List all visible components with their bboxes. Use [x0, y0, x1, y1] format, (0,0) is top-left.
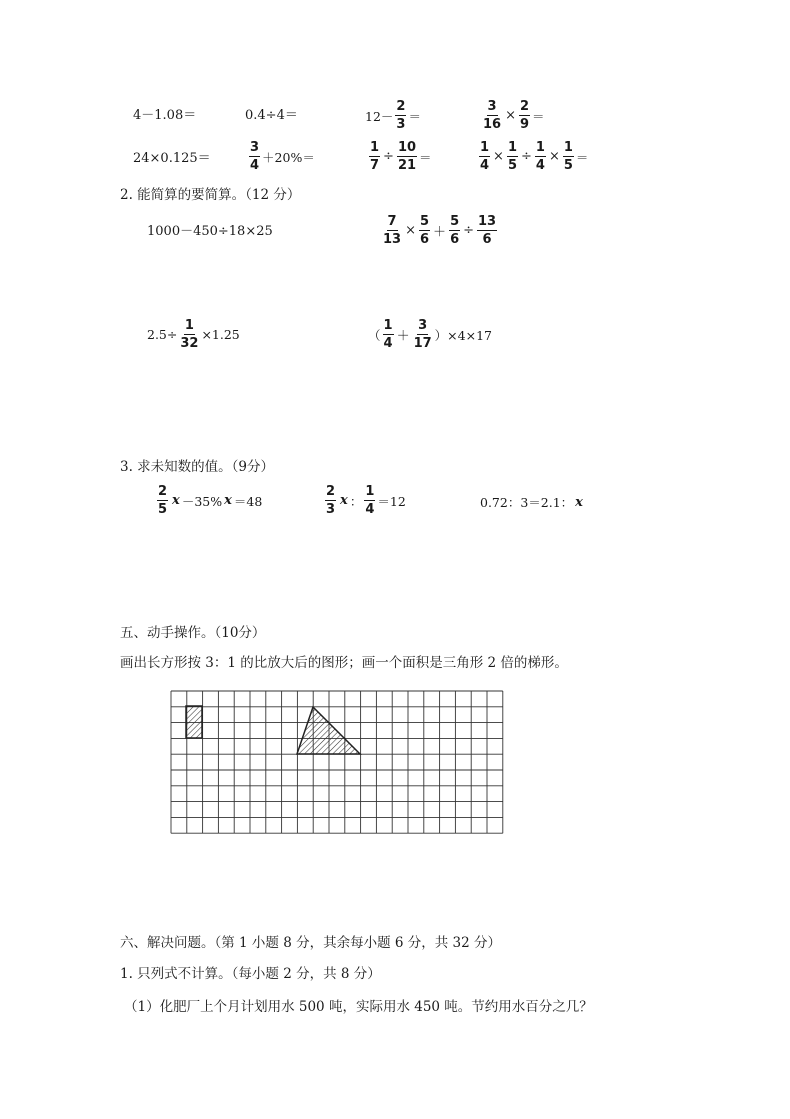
operator: ÷ — [383, 149, 394, 164]
calc-12-minus-frac — [365, 99, 421, 132]
section-5-title: 五、动手操作。（10分） — [120, 625, 266, 641]
numerator: 5 — [450, 214, 460, 229]
fraction — [482, 99, 502, 132]
expr-text: ＝ — [532, 108, 545, 124]
calc-frac-times-frac — [480, 99, 545, 132]
numerator: 1 — [480, 140, 490, 155]
calc-four-fractions — [477, 140, 588, 173]
denominator: 6 — [450, 232, 460, 247]
operator: ÷ — [521, 149, 532, 164]
operator: ＋ — [396, 329, 410, 344]
numerator: 3 — [418, 318, 428, 333]
calc-frac-plus-percent — [247, 140, 315, 173]
fraction — [477, 214, 497, 247]
fraction — [413, 318, 433, 351]
numerator: 2 — [520, 99, 530, 114]
expr-text: ＋20%＝ — [262, 149, 315, 165]
fraction — [563, 140, 574, 173]
denominator: 13 — [383, 232, 402, 247]
expr-text: 0.72：3＝2.1： — [480, 495, 574, 510]
numerator: 1 — [507, 140, 517, 155]
expr-text: 2.5÷ — [147, 327, 178, 342]
denominator: 32 — [180, 336, 199, 351]
equation-b — [323, 484, 406, 517]
question-6-1-title: 1. 只列式不计算。（每小题 2 分，共 8 分） — [120, 966, 381, 982]
denominator: 6 — [482, 232, 492, 247]
numerator: 1 — [184, 318, 194, 333]
denominator: 3 — [326, 502, 336, 517]
fraction — [395, 99, 406, 132]
operator: ÷ — [463, 223, 475, 238]
fraction — [179, 318, 199, 351]
expr-text: 12－ — [365, 108, 394, 124]
denominator: 5 — [563, 158, 573, 173]
numerator: 1 — [535, 140, 545, 155]
denominator: 4 — [365, 502, 375, 517]
calc-0.4-div-4: 0.4÷4＝ — [245, 108, 298, 123]
equation-a — [155, 484, 262, 517]
numerator: 10 — [397, 140, 417, 155]
simplify-expr-c — [147, 318, 240, 351]
section-5-instruction: 画出长方形按 3：1 的比放大后的图形；画一个面积是三角形 2 倍的梯形。 — [120, 655, 568, 671]
numerator: 1 — [370, 140, 380, 155]
fraction — [535, 140, 546, 173]
numerator: 13 — [478, 214, 497, 229]
denominator: 17 — [413, 336, 432, 351]
denominator: 7 — [370, 158, 380, 173]
unknown-x: x — [224, 493, 232, 508]
numerator: 2 — [396, 99, 406, 114]
question-2-title: 2. 能简算的要简算。（12 分） — [120, 187, 301, 203]
expr-text: ： — [349, 493, 363, 509]
fraction — [479, 140, 490, 173]
operator: × — [548, 149, 560, 164]
numerator: 1 — [383, 318, 393, 333]
numerator: 3 — [250, 140, 260, 155]
denominator: 4 — [383, 336, 393, 351]
operator: ＋ — [433, 225, 447, 240]
fraction — [249, 140, 260, 173]
denominator: 4 — [480, 158, 490, 173]
unknown-x: x — [172, 493, 180, 508]
denominator: 6 — [420, 232, 430, 247]
fraction — [507, 140, 518, 173]
drawing-grid — [170, 690, 506, 837]
denominator: 21 — [397, 158, 417, 173]
fraction — [364, 484, 375, 517]
operator: × — [505, 108, 516, 123]
fraction — [325, 484, 336, 517]
calc-frac-div-frac — [367, 140, 432, 173]
expr-text: －35% — [181, 493, 223, 509]
numerator: 7 — [387, 214, 397, 229]
unknown-x: x — [575, 494, 583, 510]
expr-text: ＝ — [408, 108, 421, 124]
hatched-rectangle — [186, 706, 202, 738]
calc-4-minus-1.08: 4－1.08＝ — [133, 108, 197, 123]
section-6-title: 六、解决问题。（第 1 小题 8 分，其余每小题 6 分，共 32 分） — [120, 935, 502, 951]
fraction — [449, 214, 460, 247]
equation-c — [480, 493, 585, 511]
unknown-x: x — [340, 493, 348, 508]
denominator: 5 — [158, 502, 168, 517]
hatched-triangle — [297, 707, 360, 754]
expr-text: ＝48 — [233, 493, 263, 509]
expr-text: ＝12 — [377, 493, 406, 509]
fraction — [397, 140, 417, 173]
denominator: 16 — [483, 117, 502, 132]
numerator: 1 — [365, 484, 375, 499]
simplify-expr-d — [368, 318, 492, 351]
numerator: 2 — [158, 484, 168, 499]
expr-text: ×1.25 — [201, 327, 240, 342]
denominator: 4 — [535, 158, 545, 173]
grid-lines — [171, 691, 503, 833]
simplify-expr-a: 1000－450÷18×25 — [147, 224, 273, 239]
fraction — [419, 214, 430, 247]
numerator: 5 — [420, 214, 430, 229]
fraction — [383, 318, 394, 351]
denominator: 3 — [396, 117, 406, 132]
expr-text: ）×4×17 — [434, 327, 492, 343]
denominator: 4 — [250, 158, 260, 173]
operator: × — [493, 149, 504, 164]
numerator: 3 — [487, 99, 497, 114]
simplify-expr-b — [380, 214, 499, 247]
fraction — [519, 99, 530, 132]
calc-24-times-0.125: 24×0.125＝ — [133, 151, 211, 166]
fraction — [157, 484, 168, 517]
question-3-title: 3. 求未知数的值。（9分） — [120, 459, 275, 475]
numerator: 1 — [563, 140, 573, 155]
question-6-1-1: （1）化肥厂上个月计划用水 500 吨，实际用水 450 吨。节约用水百分之几？ — [124, 999, 593, 1015]
expr-text: ＝ — [575, 149, 589, 165]
expr-text: ＝ — [419, 149, 432, 165]
denominator: 9 — [520, 117, 530, 132]
numerator: 2 — [326, 484, 336, 499]
operator: × — [405, 223, 416, 238]
fraction — [369, 140, 380, 173]
denominator: 5 — [507, 158, 517, 173]
fraction — [382, 214, 402, 247]
expr-text: （ — [368, 327, 381, 343]
